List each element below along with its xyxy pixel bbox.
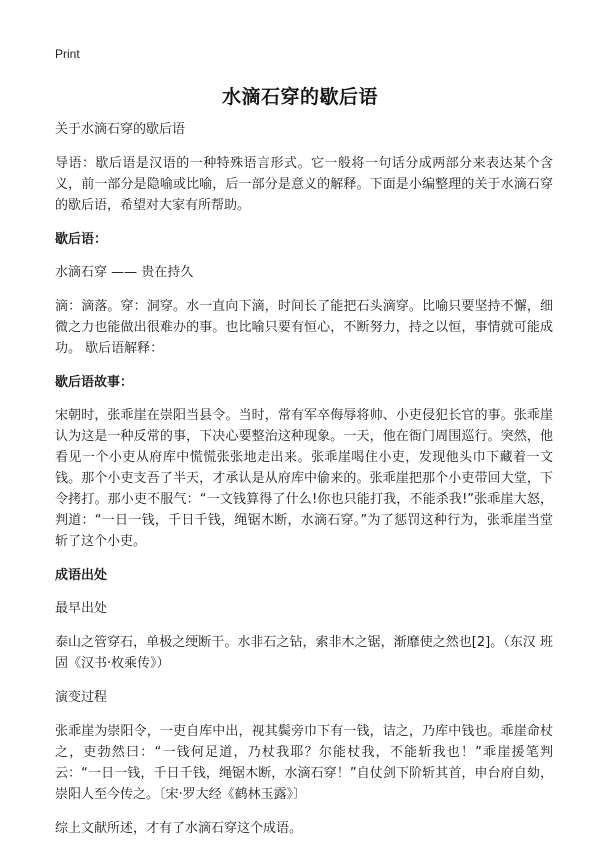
earliest-paragraph: 泰山之管穿石，单极之绠断干。水非石之钻，索非木之锯，渐靡使之然也[2]。（东汉 班固《汉书·枚乘传》） xyxy=(55,635,553,671)
xiehouyu-heading: 歇后语： xyxy=(55,232,108,247)
story-heading: 歇后语故事： xyxy=(55,375,134,390)
evolution-label: 演变过程 xyxy=(55,690,108,705)
conclusion-paragraph: 综上文献所述，才有了水滴石穿这个成语。 xyxy=(55,821,303,836)
intro-paragraph: 导语：歇后语是汉语的一种特殊语言形式。它一般将一句话分成两部分来表达某个含义，前一部分是隐喻或比喻，后一部分是意义的解释。下面是小编整理的关于水滴石穿的歇后语，希望对大家有所帮助。 xyxy=(55,156,553,213)
earliest-label: 最早出处 xyxy=(55,601,108,616)
story-paragraph: 宋朝时，张乖崖在崇阳当县令。当时，常有军卒侮辱将帅、小吏侵犯长官的事。张乖崖认为这是一种反常的事，下决心要整治这种现象。一天，他在衙门周围巡行。突然，他看见一个小吏从府库中慌慌张张地走出来。张乖崖喝住小吏，发现他头巾下藏着一文钱。那个小吏支吾了半天，才承认是从府库中偷来的。张乖崖把那个小吏带回大堂，下令拷打。那小吏不服气：“一文钱算得了什么!你也只能打我，不能杀我!”张乖崖大怒，判道：“一日一钱，千日千钱，绳锯木断，水滴石穿。”为了惩罚这种行为，张乖崖当堂斩了这个小吏。 xyxy=(55,408,553,549)
xiehouyu-paragraph: 水滴石穿 —— 贵在持久 xyxy=(55,265,194,280)
subtitle-paragraph: 关于水滴石穿的歇后语 xyxy=(55,122,186,137)
explanation-paragraph: 滴：滴落。穿：洞穿。水一直向下滴，时间长了能把石头滴穿。比喻只要坚持不懈，细微之力也能做出很难办的事。也比喻只要有恒心，不断努力，持之以恒，事情就可能成功。 歇后语解释： xyxy=(55,299,553,356)
origin-heading: 成语出处 xyxy=(55,568,108,583)
page-title: 水滴石穿的歇后语 xyxy=(221,86,378,108)
print-link[interactable]: Print xyxy=(55,47,80,61)
article-body xyxy=(55,119,553,852)
evolution-paragraph: 张乖崖为崇阳令，一吏自库中出，视其鬓旁巾下有一钱，诘之，乃库中钱也。乖崖命杖之，吏勃然曰：“一钱何足道，乃杖我耶？尔能杖我，不能斩我也！”乖崖援笔判云：“一日一钱，千日千钱，绳锯木断，水滴石穿！”自仗剑下阶斩其首，申台府自劾，崇阳人至今传之。〔宋·罗大经《鹤林玉露》〕 xyxy=(55,724,553,802)
